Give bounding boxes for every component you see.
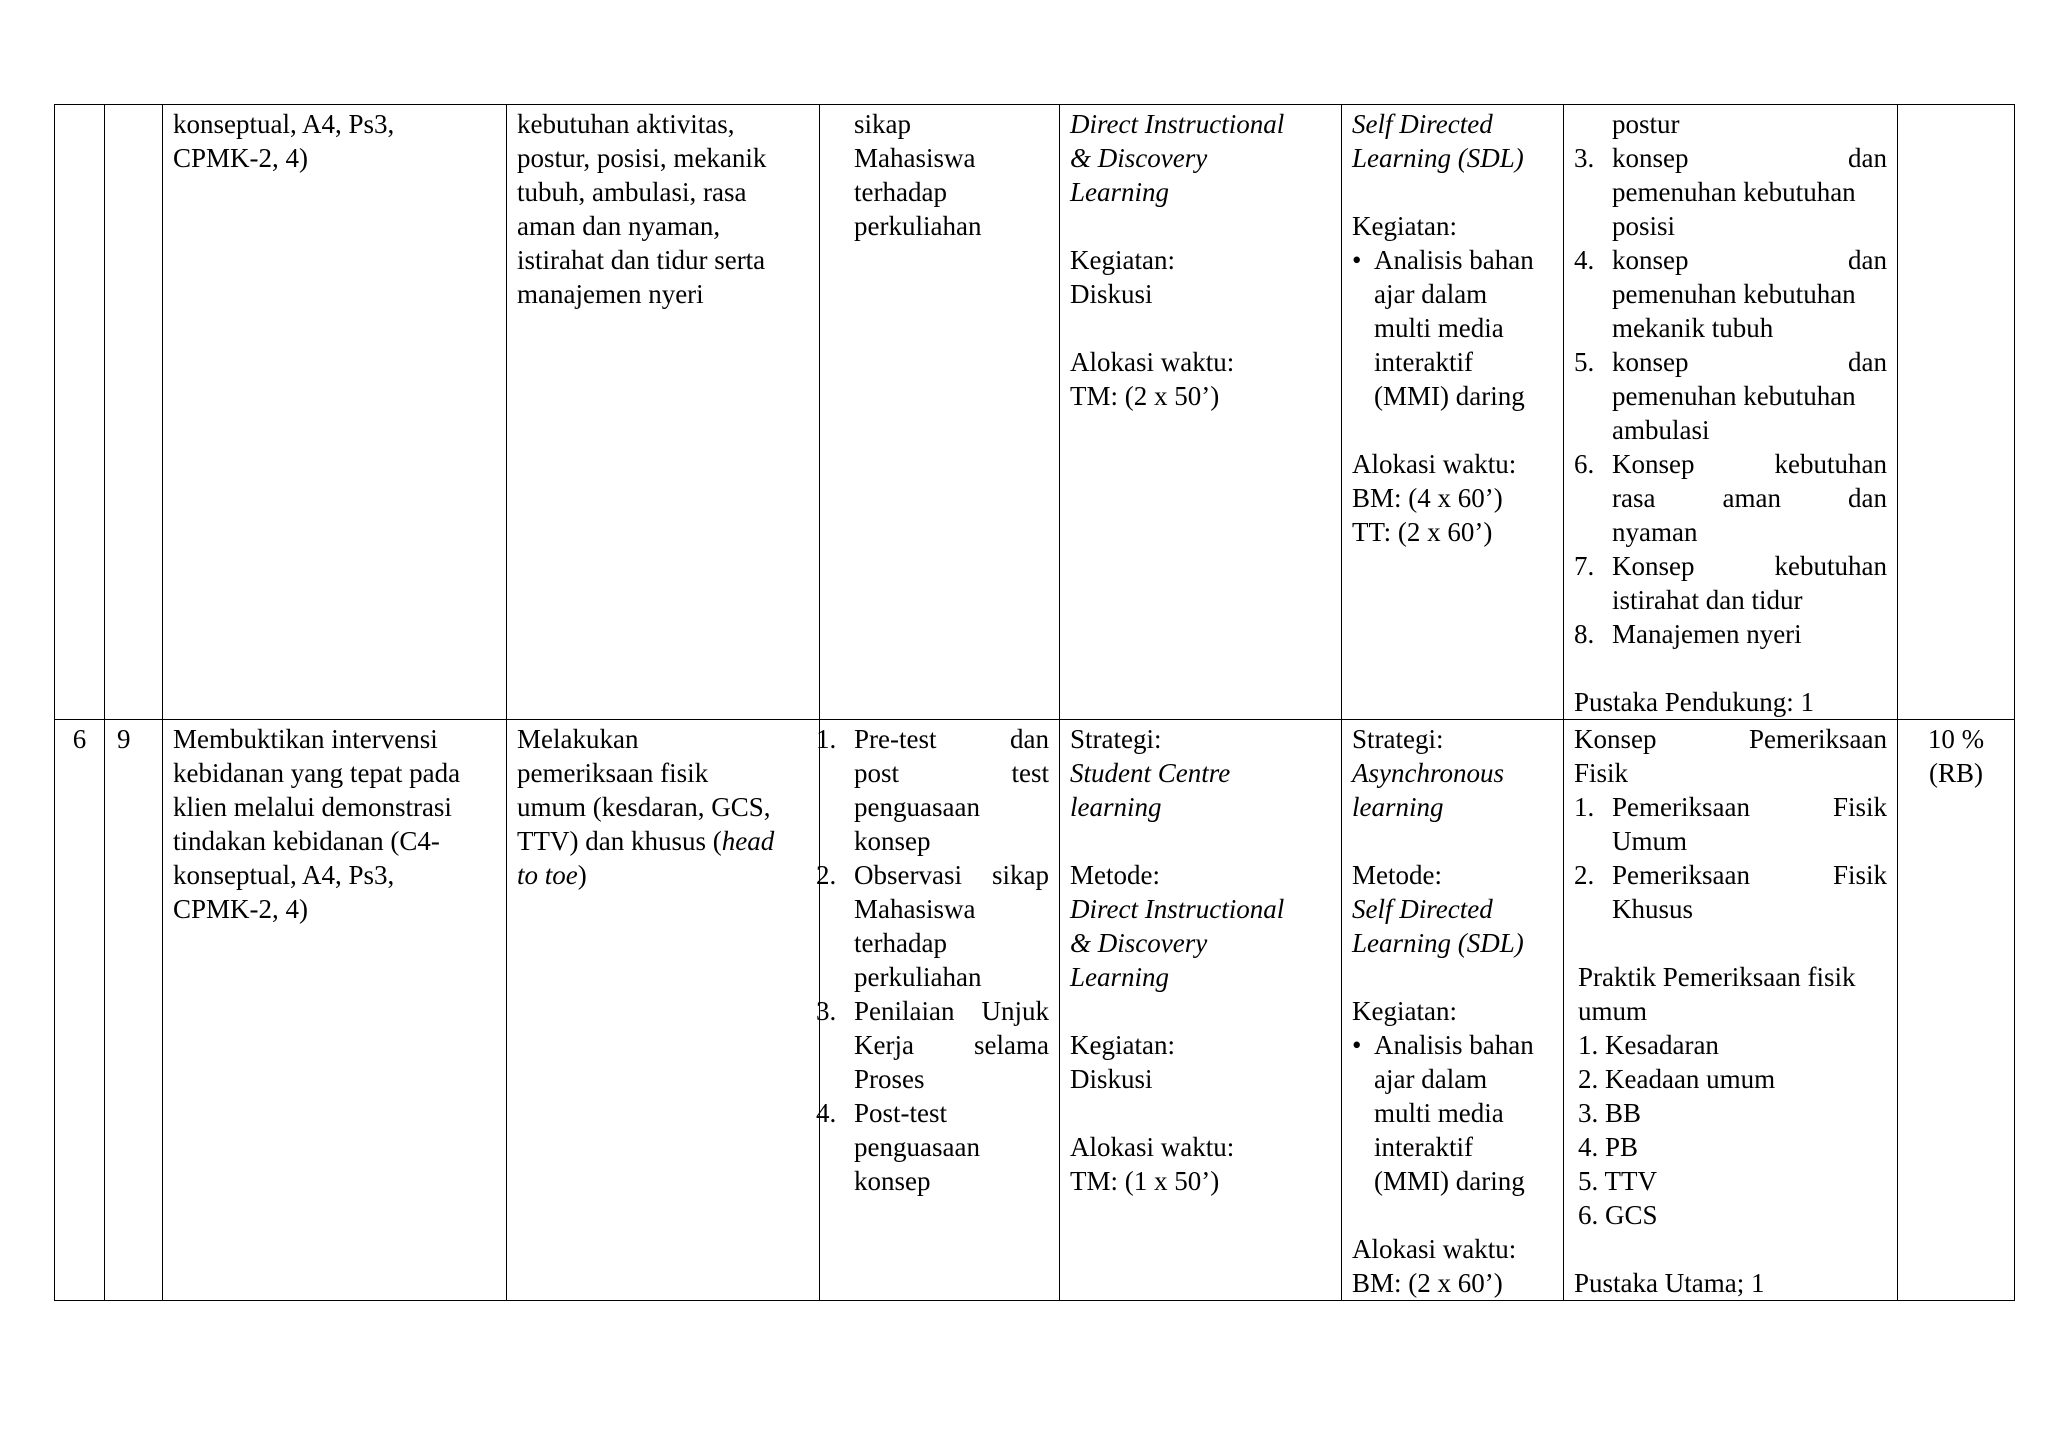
text-line: pemeriksaan fisik xyxy=(517,758,709,788)
text-line: CPMK-2, 4) xyxy=(173,894,309,924)
method-label: Metode: xyxy=(1352,860,1442,890)
criteria-cell xyxy=(816,720,1060,1301)
text-line: istirahat dan tidur serta xyxy=(517,245,766,275)
criteria-cell xyxy=(820,105,1060,720)
meeting-number-cell: 9 xyxy=(105,720,163,1301)
online-learning-cell xyxy=(1342,105,1564,720)
text-line: Analisis bahan xyxy=(1374,245,1534,275)
sub-cpmk-cell xyxy=(163,105,507,720)
text-line: ajar dalam xyxy=(1374,279,1488,309)
practice-heading: umum xyxy=(1578,996,1648,1026)
text-line: Mahasiswa xyxy=(854,143,976,173)
text-line: postur xyxy=(1612,109,1680,139)
text-line: (MMI) daring xyxy=(1374,1166,1525,1196)
list-item: 4. Post-test penguasaan konsep xyxy=(816,1098,980,1196)
time-label: Alokasi waktu: xyxy=(1352,1234,1517,1264)
time-label: Alokasi waktu: xyxy=(1070,347,1235,377)
method-text: Learning xyxy=(1070,177,1170,207)
text-line: ajar dalam xyxy=(1374,1064,1488,1094)
practice-item: 2. Keadaan umum xyxy=(1578,1064,1776,1094)
strategy-text: Asynchronous xyxy=(1352,758,1504,788)
text-line: to toe) xyxy=(517,860,587,890)
weight-cell xyxy=(1898,720,2015,1301)
reference-text: Pustaka Pendukung: 1 xyxy=(1574,687,1814,717)
practice-item: 3. BB xyxy=(1578,1098,1642,1128)
meeting-number-cell xyxy=(105,105,163,720)
time-text: BM: (2 x 60’) xyxy=(1352,1268,1503,1298)
weight-type: (RB) xyxy=(1929,758,1983,788)
method-text: & Discovery xyxy=(1070,143,1208,173)
list-item: 3. Penilaian Unjuk Kerja selama Proses xyxy=(816,996,1049,1094)
strategy-text: learning xyxy=(1352,792,1444,822)
method-label: Metode: xyxy=(1070,860,1160,890)
activity-text: Diskusi xyxy=(1070,1064,1153,1094)
text-line: tubuh, ambulasi, rasa xyxy=(517,177,747,207)
method-text: Direct Instructional xyxy=(1070,894,1285,924)
text-line: CPMK-2, 4) xyxy=(173,143,309,173)
text-line: multi media xyxy=(1374,313,1504,343)
week-number-cell xyxy=(55,105,105,720)
strategy-label: Strategi: xyxy=(1070,724,1162,754)
list-item: 5. konsep dan pemenuhan kebutuhan ambulasi xyxy=(1574,347,1887,445)
method-text: Learning (SDL) xyxy=(1352,928,1524,958)
material-cell xyxy=(1564,720,1898,1301)
weight-value: 10 % xyxy=(1927,724,1985,754)
method-text: Self Directed xyxy=(1352,109,1493,139)
activity-label: Kegiatan: xyxy=(1352,996,1457,1026)
reference-text: Pustaka Utama; 1 xyxy=(1574,1268,1765,1298)
strategy-text: learning xyxy=(1070,792,1162,822)
offline-learning-cell xyxy=(1060,105,1342,720)
material-heading: Fisik xyxy=(1574,758,1629,788)
list-item: 1. Pemeriksaan Fisik Umum xyxy=(1574,792,1887,856)
text-line: manajemen nyeri xyxy=(517,279,704,309)
text-line: interaktif xyxy=(1374,347,1473,377)
list-item: 1. Pre-test dan post test penguasaan konsep xyxy=(816,724,1049,856)
list-item: 2. Observasi sikap Mahasiswa terhadap perkuliahan xyxy=(816,860,1049,992)
text-line: tindakan kebidanan (C4- xyxy=(173,826,440,856)
method-text: Learning xyxy=(1070,962,1170,992)
time-text: TM: (2 x 50’) xyxy=(1070,381,1220,411)
material-cell xyxy=(1564,105,1898,720)
text-line: sikap xyxy=(854,109,911,139)
text-line: kebutuhan aktivitas, xyxy=(517,109,735,139)
indicator-cell xyxy=(507,105,820,720)
bullet-item xyxy=(1352,1028,1553,1198)
method-text: & Discovery xyxy=(1070,928,1208,958)
method-text: Self Directed xyxy=(1352,894,1493,924)
bullet-icon: • xyxy=(1352,1030,1362,1060)
activity-text: Diskusi xyxy=(1070,279,1153,309)
list-item: 8. Manajemen nyeri xyxy=(1574,619,1802,649)
practice-item: 6. GCS xyxy=(1578,1200,1658,1230)
sub-cpmk-cell xyxy=(163,720,507,1301)
text-line: postur, posisi, mekanik xyxy=(517,143,767,173)
text-line: aman dan nyaman, xyxy=(517,211,721,241)
text-line: Membuktikan intervensi xyxy=(173,724,438,754)
weight-cell xyxy=(1898,105,2015,720)
time-text: BM: (4 x 60’) xyxy=(1352,483,1503,513)
bullet-icon: • xyxy=(1352,245,1362,275)
activity-label: Kegiatan: xyxy=(1070,245,1175,275)
practice-item: 1. Kesadaran xyxy=(1578,1030,1719,1060)
material-heading: Konsep Pemeriksaan xyxy=(1574,724,1887,754)
activity-label: Kegiatan: xyxy=(1352,211,1457,241)
week-number-cell: 6 xyxy=(55,720,105,1301)
table-row xyxy=(55,105,2015,720)
text-line: TTV) dan khusus (head xyxy=(517,826,775,856)
text-line: klien melalui demonstrasi xyxy=(173,792,452,822)
list-item: 3. konsep dan pemenuhan kebutuhan posisi xyxy=(1574,143,1887,241)
table-row xyxy=(55,720,2015,1301)
text-line: interaktif xyxy=(1374,1132,1473,1162)
method-text: Learning (SDL) xyxy=(1352,143,1524,173)
practice-item: 5. TTV xyxy=(1578,1166,1657,1196)
text-line: perkuliahan xyxy=(854,211,982,241)
activity-label: Kegiatan: xyxy=(1070,1030,1175,1060)
course-plan-table xyxy=(54,104,2015,1301)
text-line: konseptual, A4, Ps3, xyxy=(173,860,395,890)
time-text: TT: (2 x 60’) xyxy=(1352,517,1493,547)
offline-learning-cell xyxy=(1060,720,1342,1301)
text-line: (MMI) daring xyxy=(1374,381,1525,411)
list-item: 6. Konsep kebutuhan rasa aman dan nyaman xyxy=(1574,449,1887,547)
practice-item: 4. PB xyxy=(1578,1132,1639,1162)
practice-heading: Praktik Pemeriksaan fisik xyxy=(1578,962,1856,992)
text-line: Melakukan xyxy=(517,724,639,754)
text-line: kebidanan yang tepat pada xyxy=(173,758,461,788)
text-line: Analisis bahan xyxy=(1374,1030,1534,1060)
list-item: 2. Pemeriksaan Fisik Khusus xyxy=(1574,860,1887,924)
time-label: Alokasi waktu: xyxy=(1070,1132,1235,1162)
strategy-text: Student Centre xyxy=(1070,758,1231,788)
online-learning-cell xyxy=(1342,720,1564,1301)
bullet-item xyxy=(1352,243,1553,413)
text-line: konseptual, A4, Ps3, xyxy=(173,109,395,139)
text-line: umum (kesdaran, GCS, xyxy=(517,792,771,822)
time-label: Alokasi waktu: xyxy=(1352,449,1517,479)
text-line: terhadap xyxy=(854,177,947,207)
list-item: 7. Konsep kebutuhan istirahat dan tidur xyxy=(1574,551,1887,615)
text-line: multi media xyxy=(1374,1098,1504,1128)
method-text: Direct Instructional xyxy=(1070,109,1285,139)
time-text: TM: (1 x 50’) xyxy=(1070,1166,1220,1196)
indicator-cell xyxy=(507,720,820,1301)
strategy-label: Strategi: xyxy=(1352,724,1444,754)
list-item: 4. konsep dan pemenuhan kebutuhan mekanik tubuh xyxy=(1574,245,1887,343)
